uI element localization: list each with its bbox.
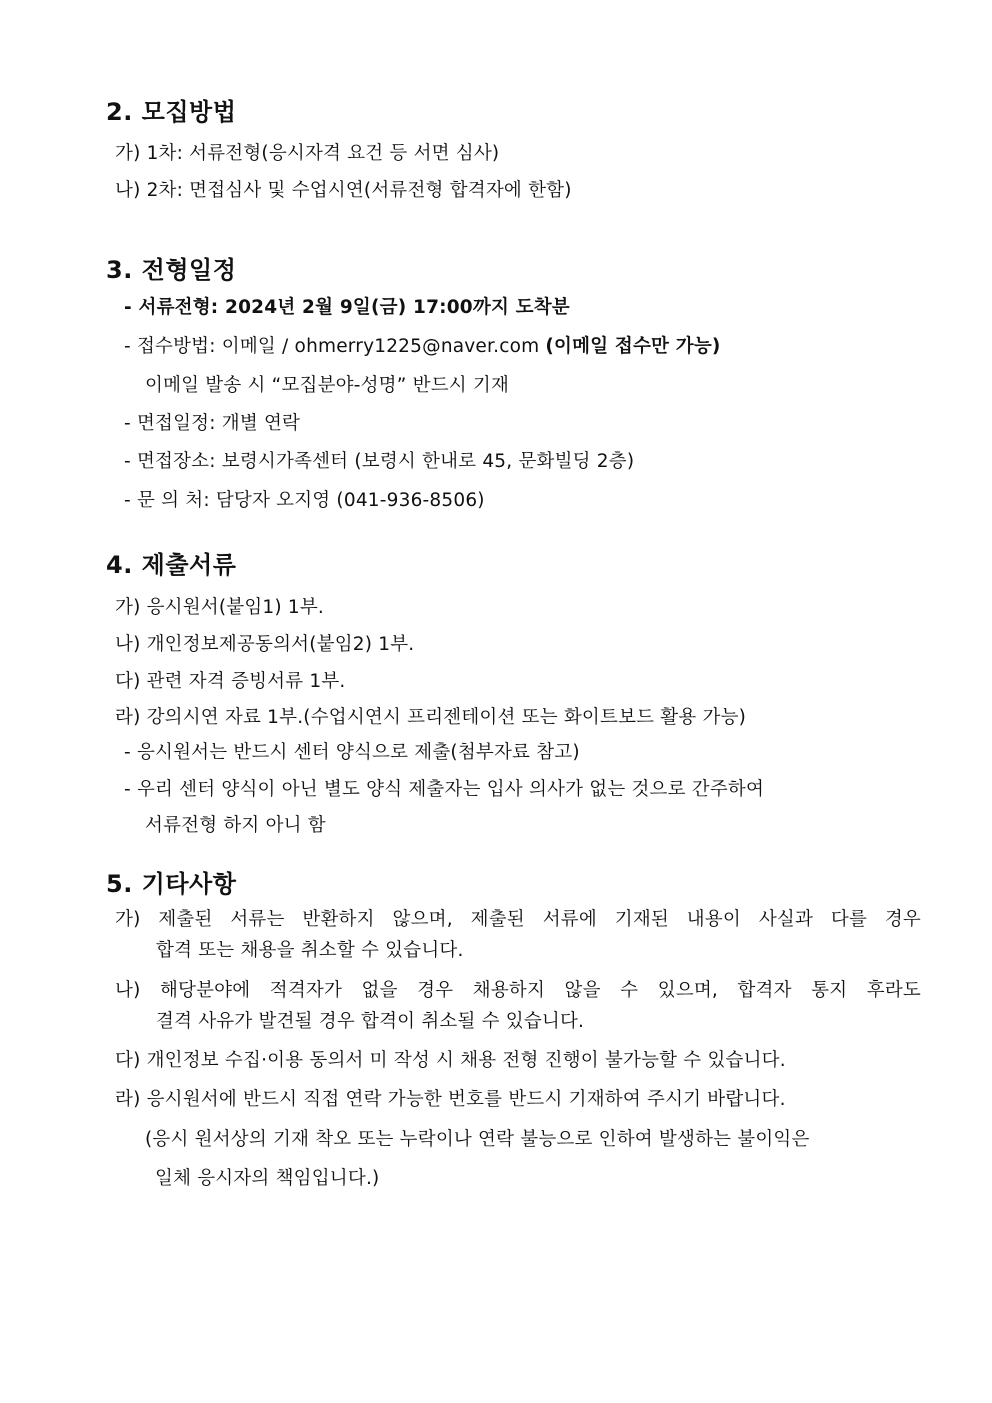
interview-schedule-line: - 면접일정: 개별 연락 bbox=[124, 413, 301, 434]
contact-line: - 문 의 처: 담당자 오지영 (041-936-8506) bbox=[124, 490, 485, 511]
email-instruction-line: 이메일 발송 시 “모집분야-성명” 반드시 기재 bbox=[145, 375, 510, 396]
section-2-item-b: 나) 2차: 면접심사 및 수업시연(서류전형 합격자에 한함) bbox=[115, 180, 572, 201]
section-5-item-b-line-2: 결격 사유가 발견될 경우 합격이 취소될 수 있습니다. bbox=[156, 1011, 585, 1032]
section-5-item-c: 다) 개인정보 수집·이용 동의서 미 작성 시 채용 전형 진행이 불가능할 수 있습니다. bbox=[115, 1050, 786, 1071]
section-4-note-1: - 응시원서는 반드시 센터 양식으로 제출(첨부자료 참고) bbox=[124, 742, 580, 763]
section-5-note-line-1: (응시 원서상의 기재 착오 또는 누락이나 연락 불능으로 인하여 발생하는 불이익은 bbox=[145, 1129, 810, 1150]
section-4-heading: 4. 제출서류 bbox=[106, 551, 237, 579]
section-4-item-c: 다) 관련 자격 증빙서류 1부. bbox=[115, 671, 346, 692]
interview-place-line: - 면접장소: 보령시가족센터 (보령시 한내로 45, 문화빌딩 2층) bbox=[124, 451, 635, 472]
submission-method-line bbox=[124, 332, 721, 358]
section-5-item-a-line-1: 가) 제출된 서류는 반환하지 않으며, 제출된 서류에 기재된 내용이 사실과 다를 경우 bbox=[115, 909, 921, 930]
section-5-item-a-line-2: 합격 또는 채용을 취소할 수 있습니다. bbox=[156, 940, 464, 961]
section-2-item-a: 가) 1차: 서류전형(응시자격 요건 등 서면 심사) bbox=[115, 143, 500, 164]
section-4-item-a: 가) 응시원서(붙임1) 1부. bbox=[115, 597, 325, 618]
section-5-item-d: 라) 응시원서에 반드시 직접 연락 가능한 번호를 반드시 기재하여 주시기 바랍니다. bbox=[115, 1089, 786, 1110]
section-5-note-line-2: 일체 응시자의 책임입니다.) bbox=[155, 1168, 380, 1189]
section-4-note-2-line-2: 서류전형 하지 아니 함 bbox=[145, 815, 326, 836]
section-5-item-b-line-1: 나) 해당분야에 적격자가 없을 경우 채용하지 않을 수 있으며, 합격자 통지 후라도 bbox=[115, 980, 921, 1001]
email-only-note: (이메일 접수만 가능) bbox=[545, 336, 721, 357]
deadline-line: - 서류전형: 2024년 2월 9일(금) 17:00까지 도착분 bbox=[124, 297, 570, 318]
submission-method-text: - 접수방법: 이메일 / ohmerry1225@naver.com bbox=[124, 336, 546, 357]
section-2-heading: 2. 모집방법 bbox=[106, 98, 237, 126]
section-3-heading: 3. 전형일정 bbox=[106, 256, 237, 284]
section-4-note-2-line-1: - 우리 센터 양식이 아닌 별도 양식 제출자는 입사 의사가 없는 것으로 간주하여 bbox=[124, 779, 765, 800]
section-4-item-b: 나) 개인정보제공동의서(붙임2) 1부. bbox=[115, 634, 415, 655]
section-5-heading: 5. 기타사항 bbox=[106, 870, 237, 898]
section-4-item-d: 라) 강의시연 자료 1부.(수업시연시 프리젠테이션 또는 화이트보드 활용 가능) bbox=[115, 707, 747, 728]
